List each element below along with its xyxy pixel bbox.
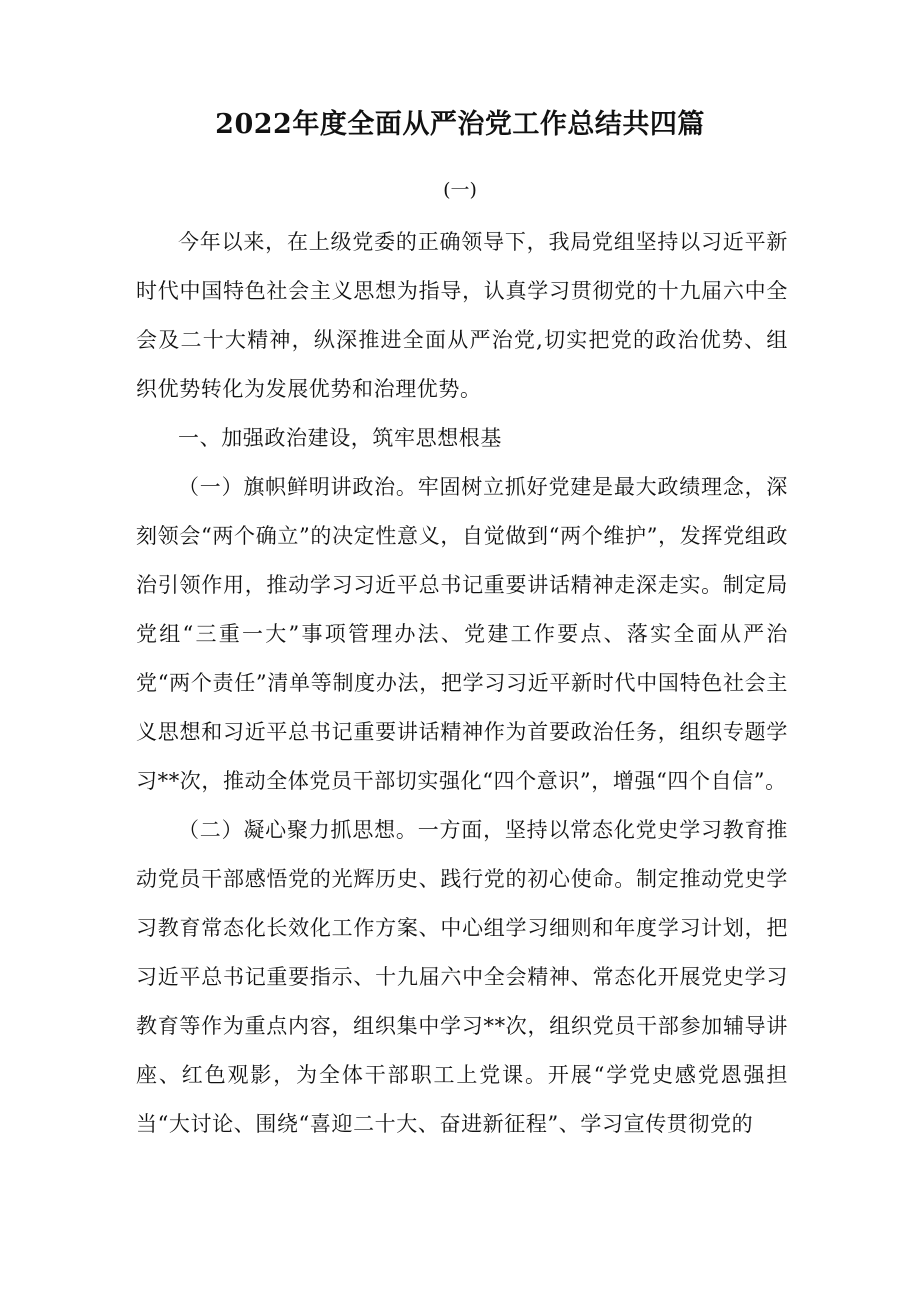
intro-paragraph: 今年以来，在上级党委的正确领导下，我局党组坚持以习近平新时代中国特色社会主义思想为指导，认真学习贯彻党的十九届六中全会及二十大精神，纵深推进全面从严治党,切实把党的政治优势、组织优势转化为发展优势和治理优势。 bbox=[136, 230, 788, 401]
section-marker: (一) bbox=[443, 179, 477, 201]
document-title: 2022年度全面从严治党工作总结共四篇 bbox=[215, 109, 705, 140]
document-body bbox=[136, 218, 788, 1149]
subsection-paragraph-1: （一）旗帜鲜明讲政治。牢固树立抓好党建是最大政绩理念，深刻领会“两个确立”的决定性意义，自觉做到“两个维护”，发挥党组政治引领作用，推动学习习近平总书记重要讲话精神走深走实。制定局党组“三重一大”事项管理办法、党建工作要点、落实全面从严治党“两个责任”清单等制度办法，把学习习近平新时代中国特色社会主义思想和习近平总书记重要讲话精神作为首要政治任务，组织专题学习**次，推动全体党员干部切实强化“四个意识”，增强“四个自信”。 bbox=[136, 475, 788, 793]
section-heading: 一、加强政治建设，筑牢思想根基 bbox=[178, 426, 502, 450]
subsection-paragraph-2: （二）凝心聚力抓思想。一方面，坚持以常态化党史学习教育推动党员干部感悟党的光辉历史、践行党的初心使命。制定推动党史学习教育常态化长效化工作方案、中心组学习细则和年度学习计划，把习近平总书记重要指示、十九届六中全会精神、常态化开展党史学习教育等作为重点内容，组织集中学习**次，组织党员干部参加辅导讲座、红色观影，为全体干部职工上党课。开展“学党史感党恩强担当“大讨论、围绕“喜迎二十大、奋进新征程”、学习宣传贯彻党的 bbox=[136, 818, 788, 1136]
